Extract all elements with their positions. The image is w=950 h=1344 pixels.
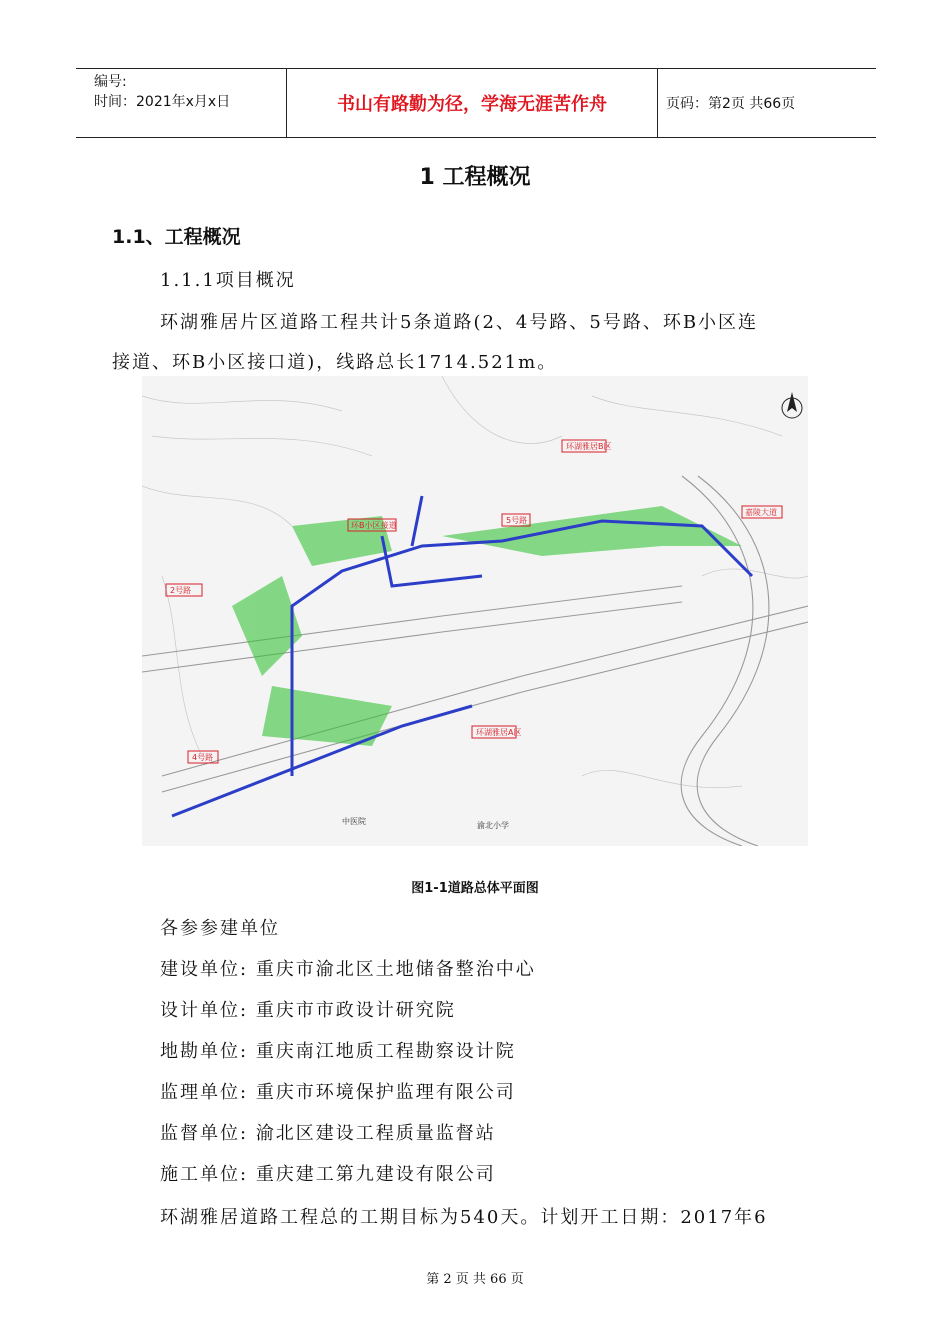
subsection-title: 1.1.1项目概况	[160, 270, 296, 291]
figure-caption: 图1-1道路总体平面图	[411, 881, 539, 896]
label-b-zone: 环湖雅居B区	[566, 442, 612, 451]
unit-label: 施工单位:	[160, 1164, 249, 1185]
road-plan-figure	[142, 376, 808, 846]
unit-value: 重庆市渝北区土地储备整治中心	[255, 959, 536, 980]
unit-value: 渝北区建设工程质量监督站	[255, 1123, 496, 1144]
unit-row	[160, 1160, 496, 1186]
label-hospital: 中医院	[342, 817, 366, 826]
label-jialing-road: 嘉陵大道	[745, 508, 777, 517]
label-b-connector: 环B小区接道	[351, 521, 397, 530]
unit-row	[160, 1037, 516, 1063]
unit-label: 监督单位:	[160, 1123, 249, 1144]
unit-value: 重庆建工第九建设有限公司	[255, 1164, 496, 1185]
unit-value: 重庆市市政设计研究院	[255, 1000, 456, 1021]
header-left-cell	[76, 69, 286, 137]
unit-row	[160, 955, 536, 981]
label-road-5: 5号路	[506, 516, 528, 525]
unit-row	[160, 1078, 516, 1104]
page-header	[76, 68, 876, 138]
unit-row	[160, 1119, 496, 1145]
unit-label: 设计单位:	[160, 1000, 249, 1021]
number-label: 编号:	[94, 74, 127, 90]
chapter-title: 1 工程概况	[419, 165, 531, 190]
unit-row	[160, 996, 456, 1022]
section-title: 1.1、工程概况	[112, 226, 241, 248]
unit-value: 重庆市环境保护监理有限公司	[255, 1082, 516, 1103]
page-footer: 第 2 页 共 66 页	[426, 1272, 524, 1287]
unit-label: 监理单位:	[160, 1082, 249, 1103]
closing-line: 环湖雅居道路工程总的工期目标为540天。计划开工日期：2017年6	[160, 1207, 768, 1228]
header-motto: 书山有路勤为径，学海无涯苦作舟	[286, 69, 658, 137]
units-heading: 各参参建单位	[160, 918, 280, 939]
time-label: 时间：2021年x月x日	[94, 94, 231, 110]
label-road-4: 4号路	[192, 753, 214, 762]
unit-label: 建设单位:	[160, 959, 249, 980]
unit-value: 重庆南江地质工程勘察设计院	[255, 1041, 516, 1062]
unit-label: 地勘单位:	[160, 1041, 249, 1062]
page-label: 页码：第2页 共66页	[666, 96, 796, 112]
label-school: 渝北小学	[477, 821, 509, 830]
label-a-zone: 环湖雅居A区	[476, 728, 522, 737]
intro-line-1: 环湖雅居片区道路工程共计5条道路(2、4号路、5号路、环B小区连	[160, 312, 759, 333]
label-road-2: 2号路	[170, 586, 192, 595]
intro-line-2: 接道、环B小区接口道)，线路总长1714.521m。	[112, 352, 558, 373]
